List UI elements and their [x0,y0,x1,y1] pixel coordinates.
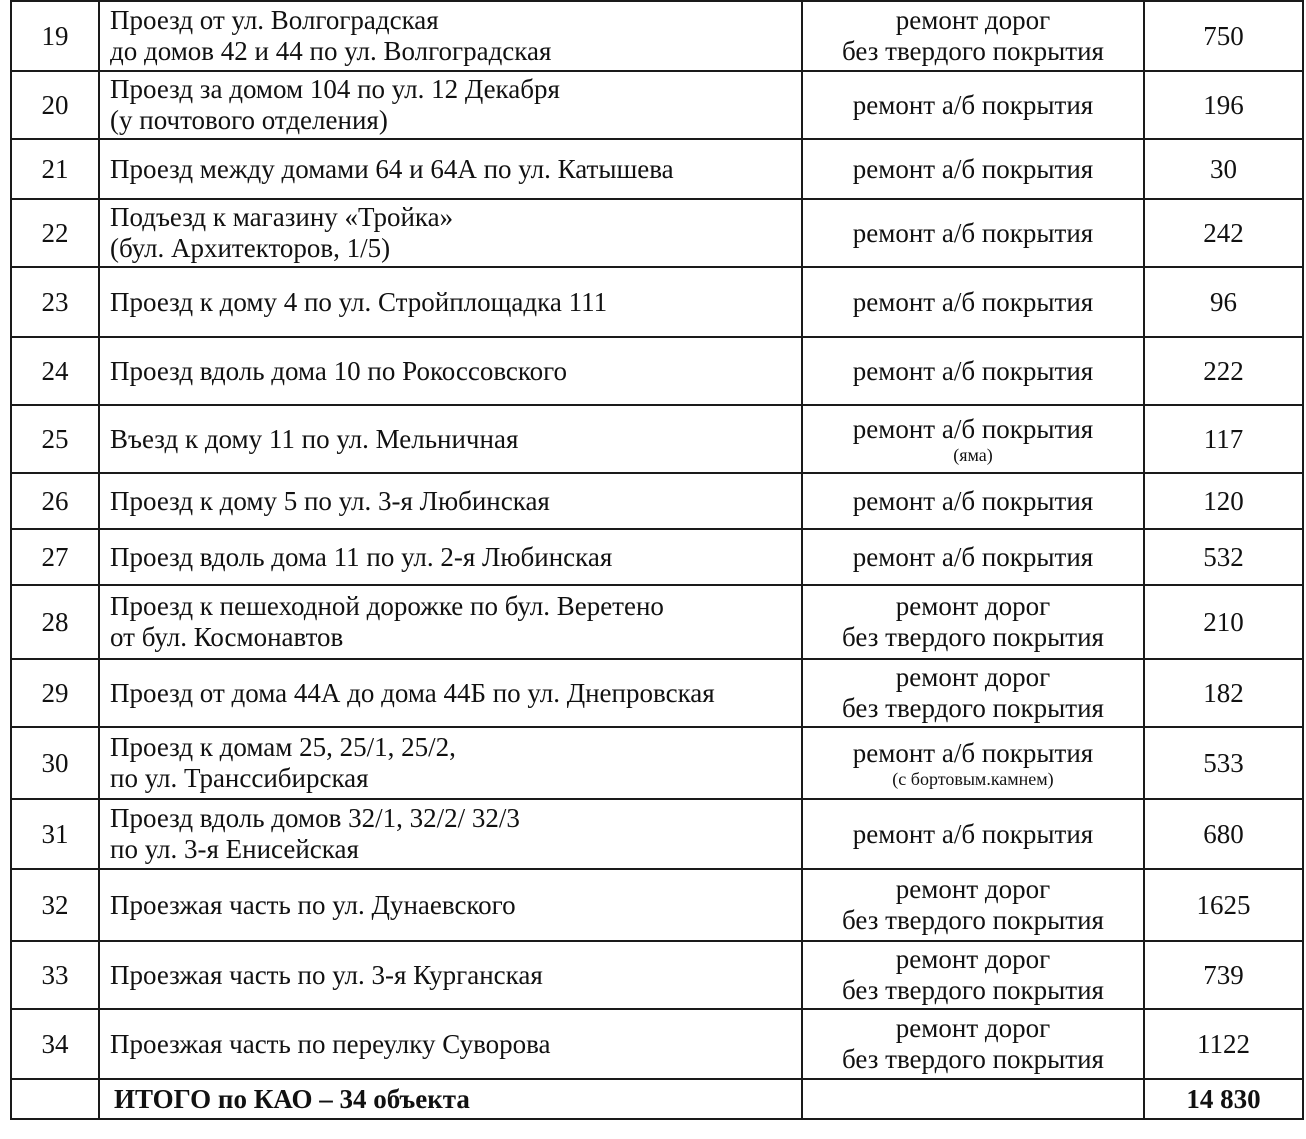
object-name-cell [99,1,802,71]
work-type-note: (с бортовым.камнем) [892,768,1054,789]
work-type-line: без твердого покрытия [842,693,1104,723]
object-name-cell [99,941,802,1009]
work-type-line: ремонт а/б покрытия [852,153,1094,184]
work-type-cell [802,267,1144,337]
work-type-line: ремонт а/б покрытия [852,737,1094,768]
row-number: 34 [11,1009,99,1079]
object-name-line: (бул. Архитекторов, 1/5) [110,233,391,263]
table-row [11,869,1303,941]
table-row [11,473,1303,529]
work-type-line: ремонт а/б покрытия [852,413,1094,444]
row-number: 20 [11,71,99,139]
work-type-line: без твердого покрытия [842,1044,1104,1074]
object-name-cell [99,529,802,585]
total-number-cell [11,1079,99,1119]
work-type-line: ремонт а/б покрытия [852,485,1094,516]
works-table [10,0,1304,1120]
work-type-cell [802,405,1144,473]
row-number: 31 [11,799,99,869]
row-number: 22 [11,199,99,267]
work-type-cell [802,869,1144,941]
object-name-cell [99,473,802,529]
work-type-line: ремонт дорог [895,874,1051,904]
work-type-cell [802,529,1144,585]
table-row [11,405,1303,473]
object-name-cell [99,1009,802,1079]
object-name-cell [99,139,802,199]
object-name-line: по ул. 3-я Енисейская [110,834,359,864]
table-row [11,267,1303,337]
total-type-cell [802,1079,1144,1119]
quantity-cell: 182 [1144,659,1303,727]
object-name-line: Проезд к домам 25, 25/1, 25/2, [110,732,456,762]
object-name-line: Проезд к дому 4 по ул. Стройплощадка 111 [110,286,608,317]
object-name-line: Проезд между домами 64 и 64А по ул. Катышева [110,153,674,184]
work-type-line: без твердого покрытия [842,905,1104,935]
row-number: 23 [11,267,99,337]
object-name-cell [99,869,802,941]
work-type-cell [802,659,1144,727]
work-type-line: ремонт дорог [895,1013,1051,1043]
object-name-line: Проезжая часть по переулку Суворова [110,1028,551,1059]
work-type-line: без твердого покрытия [842,975,1104,1005]
work-type-line: ремонт а/б покрытия [852,286,1094,317]
work-type-cell [802,473,1144,529]
object-name-line: Проезд к дому 5 по ул. 3-я Любинская [110,485,550,516]
object-name-line: Проезд от ул. Волгоградская [110,5,439,35]
work-type-line: ремонт а/б покрытия [852,355,1094,386]
object-name-cell [99,659,802,727]
quantity-cell: 739 [1144,941,1303,1009]
object-name-line: Проезд вдоль дома 10 по Рокоссовского [110,355,568,386]
work-type-line: ремонт а/б покрытия [852,89,1094,120]
table-row [11,139,1303,199]
quantity-cell: 242 [1144,199,1303,267]
works-table-body [11,1,1303,1079]
work-type-cell [802,71,1144,139]
row-number: 19 [11,1,99,71]
quantity-cell: 196 [1144,71,1303,139]
table-row [11,941,1303,1009]
row-number: 29 [11,659,99,727]
quantity-cell: 532 [1144,529,1303,585]
table-row [11,71,1303,139]
table-row [11,1009,1303,1079]
table-row [11,585,1303,659]
work-type-cell [802,337,1144,405]
quantity-cell: 750 [1144,1,1303,71]
row-number: 26 [11,473,99,529]
object-name-line: до домов 42 и 44 по ул. Волгоградская [110,36,552,66]
quantity-cell: 1122 [1144,1009,1303,1079]
object-name-line: по ул. Транссибирская [110,763,369,793]
work-type-cell [802,199,1144,267]
object-name-line: Въезд к дому 11 по ул. Мельничная [110,423,519,454]
object-name-line: от бул. Космонавтов [110,622,344,652]
object-name-line: Проезд к пешеходной дорожке по бул. Веретено [110,591,664,621]
quantity-cell: 210 [1144,585,1303,659]
table-row [11,529,1303,585]
total-label: ИТОГО по КАО – 34 объекта [99,1079,802,1119]
object-name-line: (у почтового отделения) [110,105,388,135]
table-row [11,1,1303,71]
row-number: 21 [11,139,99,199]
object-name-cell [99,337,802,405]
row-number: 28 [11,585,99,659]
table-row [11,337,1303,405]
work-type-line: ремонт а/б покрытия [852,217,1094,248]
work-type-line: ремонт дорог [895,944,1051,974]
quantity-cell: 680 [1144,799,1303,869]
object-name-cell [99,799,802,869]
quantity-cell: 1625 [1144,869,1303,941]
work-type-line: без твердого покрытия [842,36,1104,66]
row-number: 24 [11,337,99,405]
object-name-line: Проезд от дома 44А до дома 44Б по ул. Днепровская [110,677,715,708]
row-number: 27 [11,529,99,585]
total-section [11,1079,1303,1119]
work-type-line: ремонт дорог [895,662,1051,692]
quantity-cell: 120 [1144,473,1303,529]
total-row [11,1079,1303,1119]
quantity-cell: 96 [1144,267,1303,337]
work-type-note: (яма) [953,444,993,465]
work-type-cell [802,941,1144,1009]
work-type-line: ремонт дорог [895,591,1051,621]
work-type-cell [802,1009,1144,1079]
table-row [11,799,1303,869]
object-name-cell [99,267,802,337]
total-quantity: 14 830 [1144,1079,1303,1119]
object-name-cell [99,71,802,139]
work-type-cell [802,585,1144,659]
table-row [11,199,1303,267]
row-number: 33 [11,941,99,1009]
table-row [11,659,1303,727]
work-type-line: ремонт а/б покрытия [852,818,1094,849]
work-type-line: ремонт а/б покрытия [852,541,1094,572]
work-type-cell [802,727,1144,799]
work-type-line: без твердого покрытия [842,622,1104,652]
object-name-line: Подъезд к магазину «Тройка» [110,202,454,232]
object-name-cell [99,405,802,473]
work-type-cell [802,1,1144,71]
quantity-cell: 533 [1144,727,1303,799]
table-row [11,727,1303,799]
quantity-cell: 30 [1144,139,1303,199]
work-type-line: ремонт дорог [895,5,1051,35]
work-type-cell [802,799,1144,869]
object-name-cell [99,585,802,659]
object-name-line: Проезд за домом 104 по ул. 12 Декабря [110,74,560,104]
object-name-line: Проезжая часть по ул. 3-я Курганская [110,959,543,990]
object-name-line: Проезжая часть по ул. Дунаевского [110,889,516,920]
object-name-cell [99,727,802,799]
quantity-cell: 222 [1144,337,1303,405]
object-name-line: Проезд вдоль дома 11 по ул. 2-я Любинская [110,541,613,572]
quantity-cell: 117 [1144,405,1303,473]
object-name-line: Проезд вдоль домов 32/1, 32/2/ 32/3 [110,803,520,833]
row-number: 30 [11,727,99,799]
row-number: 25 [11,405,99,473]
row-number: 32 [11,869,99,941]
object-name-cell [99,199,802,267]
work-type-cell [802,139,1144,199]
